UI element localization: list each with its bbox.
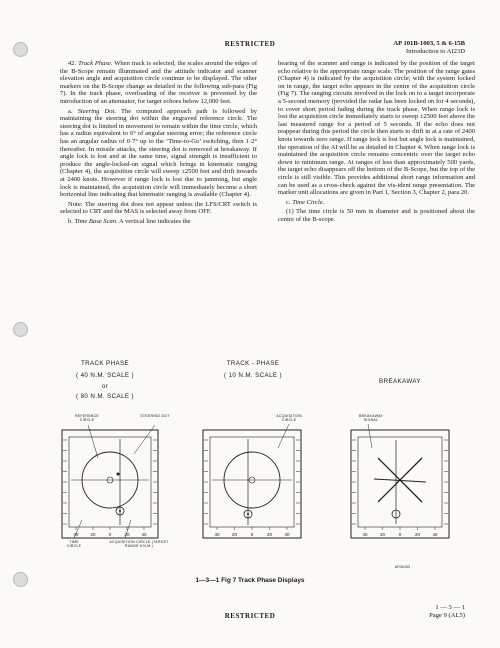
- label-acquisition-circle-2: ACQUISITION CIRCLE: [276, 414, 302, 423]
- figure-ref-code: AP/A/153: [394, 565, 410, 569]
- azimuth-tick-label: 20: [414, 532, 421, 537]
- azimuth-tick-label: 20: [90, 532, 96, 537]
- header-classification: RESTRICTED: [224, 40, 276, 48]
- b-scope-track-phase-10nm: [203, 430, 301, 538]
- b-scope-breakaway: [351, 430, 449, 538]
- target-echo: [119, 510, 121, 512]
- panel1-scale-40: ( 40 N.M. SCALE ): [75, 372, 135, 379]
- panel1-or: or: [101, 383, 109, 390]
- doc-ref: AP 101B-1003, 5 & 6-15B: [393, 40, 465, 47]
- figure-caption: 1—3—1 Fig 7 Track Phase Displays: [195, 577, 305, 584]
- doc-sub: Introduction to AI23D: [406, 48, 465, 55]
- azimuth-tick-label: 40: [141, 532, 147, 537]
- para-heading: Track Phase.: [78, 60, 113, 67]
- label-breakaway-signal: BREAKAWAY SIGNAL: [358, 414, 384, 423]
- azimuth-tick-label: 0: [398, 532, 402, 537]
- para-text: When track is selected, the scales around the edges of the B-Scope remain illuminated and the attitude indicator and scanner elevation angle and acquisition circle continue to be displayed. The other markers on the B-Scope change as detailed in the following sub-para (Fig 7). In the track phase, overloading of the receiver is prevented by the introduction of an attenuator, for target echoes below 12,000 feet.: [60, 60, 257, 105]
- label-time-circle: TIME CIRCLE: [66, 540, 82, 549]
- subpara-label: c.: [286, 198, 291, 206]
- leader-steering-dot: [134, 425, 155, 454]
- footer-chapter-ref: 1 — 3 — 1: [435, 604, 465, 611]
- b-scope-track-phase-40nm: [62, 430, 158, 538]
- leader-breakaway-signal: [368, 424, 372, 448]
- scope-screen: [69, 437, 151, 527]
- leader-lines: [74, 424, 372, 538]
- panel1-title: TRACK PHASE: [80, 360, 130, 367]
- subpara-heading: Time Circle.: [292, 198, 325, 206]
- subpara-heading: Time Base Scan.: [74, 217, 118, 225]
- azimuth-tick-label: 40: [432, 532, 438, 537]
- target-echo: [247, 513, 249, 515]
- azimuth-tick-label: 40: [284, 532, 290, 537]
- panel3-title: BREAKAWAY: [379, 378, 421, 385]
- label-reference-circle: REFERENCE CIRCLE: [75, 414, 99, 423]
- azimuth-tick-label: 0: [250, 532, 254, 537]
- note: Note: The steering dot does not appear unless the LFS/CRT switch is selected to CRT and the MAS is selected away from OFF.: [60, 200, 257, 216]
- azimuth-tick-label: 20: [231, 532, 238, 537]
- scope-frame: [351, 430, 449, 538]
- label-acquisition-circle-1: ACQUISITION CIRCLE (TARGET RANGE 8 N.M.): [109, 540, 169, 549]
- azimuth-tick-label: 0: [108, 532, 112, 537]
- azimuth-tick-label: 40: [214, 532, 220, 537]
- label-steering-dot: STEERING DOT: [140, 414, 170, 418]
- scope-frame: [203, 430, 301, 538]
- panel1-scale-80: ( 80 N.M. SCALE ): [75, 393, 135, 400]
- footer-classification: RESTRICTED: [224, 612, 276, 620]
- azimuth-tick-label: 20: [379, 532, 386, 537]
- subpara-label: b.: [68, 217, 73, 225]
- panel2-title: TRACK - PHASE: [226, 360, 280, 367]
- subpara-heading: Steering Dot.: [77, 107, 117, 115]
- panel2-scale: ( 10 N.M. SCALE ): [223, 372, 283, 379]
- scope-frame: [62, 430, 158, 538]
- leader-acquisition-circle-2: [278, 424, 289, 448]
- subpara-text: The computed approach path is followed by maintaining the steering dot within the engraved reference circle. The steering dot is limited in movement to remain within the time circle, which has a radius equivalent to 6° of angular steering error; the reference circle has an angular radius of 0·7° up to the ‘Time-to-Go’ switching, then 1·2° thereafter. In missile attacks, the steering dot is removed at breakaway. If angle lock is lost and at the same time, signal strength is insufficient to produce the angle-locked-on signal which brings in kinematic ranging (Chapter 4), the acquisition circle will sweep ±2500 feet and drift inwards at 2400 knots. However if range lock is lost due to jamming, but angle lock is maintained, the acquisition circle will immediately become a short horizontal line indicating that kinematic ranging is available (Chapter 4).: [60, 107, 257, 199]
- footer-page-number: Page 9 (AL5): [429, 612, 465, 619]
- subpara-c1: (1) The time circle is 50 mm in diameter and is positioned about the centre of the B-scope.: [278, 208, 475, 223]
- azimuth-tick-label: 40: [73, 532, 79, 537]
- steering-dot: [117, 473, 120, 476]
- para-number: 42.: [68, 60, 77, 67]
- azimuth-tick-label: 40: [362, 532, 368, 537]
- continuation-text: bearing of the scanner and range is indicated by the position of the target echo relative to the appropriate range scale. The position of the range gates (Chapter 4) is indicated by the acquisition circle; with the system locked on in range, the target echo appears in the centre of the acquisition circle (Fig 7). The ranging circuits involved in the lock on to a target incorporate a 5-second memory (provided the radar has been locked on for 4 seconds), to cover short period fading during the track phase. When range lock is lost the acquisition circle immediately starts to sweep ±2500 feet above the last measured range for a period of 5 seconds. If the echo does not reappear during this period the circle then starts to drift in at a rate of 2400 knots towards zero range. If range lock is lost but angle lock is maintained, the operation of the AI will be as detailed in Chapter 4. When range lock is maintained the acquisition circle remains concentric over the target echo down to minimum range. At ranges of less than approximately 500 yards, the target echo disappears off the bottom of the B-Scope, but the top of the circle is still visible. This provides additional short range information and can be used as a cross-check against the vis-ident range presentation. The marker unit allocations are given in Part 1, Section 3, Chapter 2, para 20.: [278, 60, 475, 197]
- azimuth-tick-label: 20: [124, 532, 130, 537]
- subpara-label: a.: [68, 107, 73, 115]
- azimuth-tick-label: 20: [266, 532, 273, 537]
- subpara-text: A vertical line indicates the: [118, 217, 191, 225]
